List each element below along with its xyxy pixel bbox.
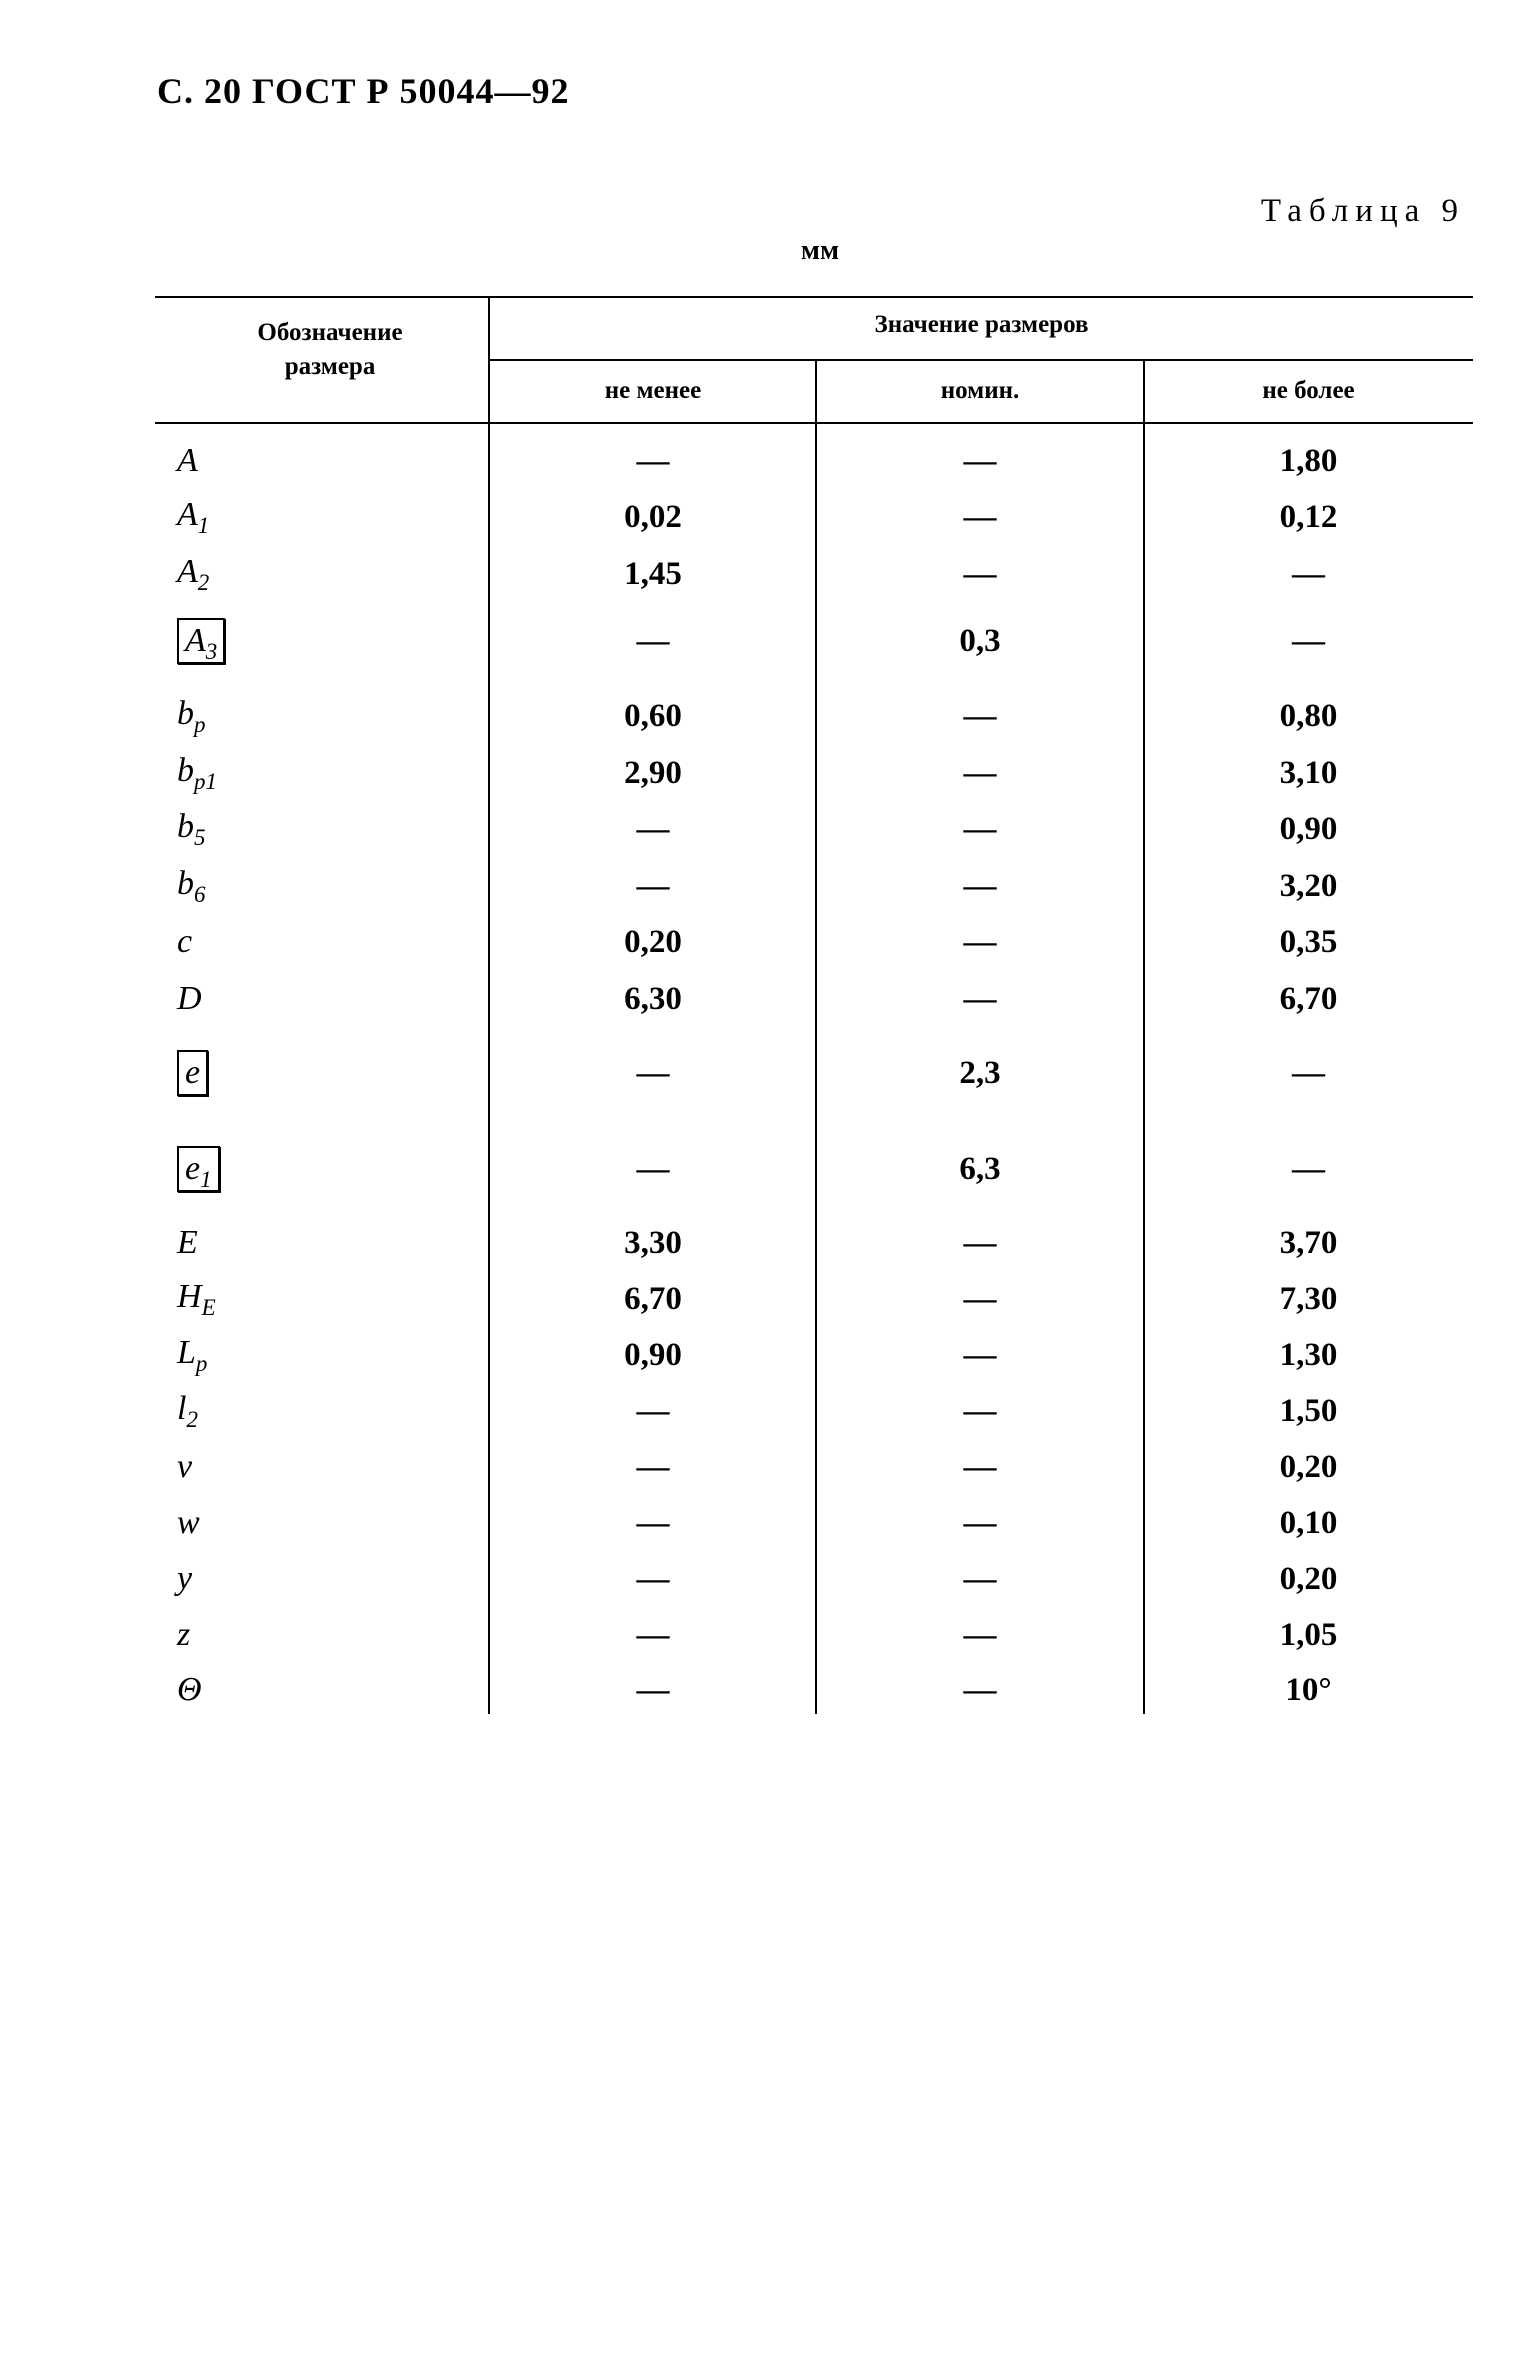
max-value: 0,20 bbox=[1279, 1448, 1338, 1485]
dimension-designation bbox=[177, 1560, 192, 1598]
designation-text bbox=[177, 1224, 198, 1261]
designation-subscript: p bbox=[194, 711, 206, 737]
min-value: 6,70 bbox=[624, 1280, 682, 1317]
designation-symbol: e bbox=[185, 1150, 201, 1187]
table-row bbox=[155, 861, 1473, 911]
dimension-designation bbox=[177, 695, 206, 738]
min-value: 0,20 bbox=[624, 923, 682, 960]
max-header: не более bbox=[1262, 377, 1355, 404]
table-row bbox=[155, 1048, 1473, 1098]
table-row bbox=[155, 1554, 1473, 1604]
nominal-value: 2,3 bbox=[959, 1054, 1001, 1091]
nominal-value: — bbox=[963, 1392, 997, 1429]
table-row bbox=[155, 691, 1473, 741]
min-value: — bbox=[636, 1504, 670, 1541]
max-value: 0,20 bbox=[1279, 1560, 1338, 1597]
designation-text bbox=[177, 807, 206, 850]
designation-symbol: c bbox=[177, 923, 193, 960]
table-row bbox=[155, 1498, 1473, 1548]
designation-text bbox=[177, 864, 206, 907]
table-row bbox=[155, 492, 1473, 542]
designation-text bbox=[177, 1560, 192, 1597]
dimension-designation bbox=[177, 1616, 190, 1654]
designation-subscript: p1 bbox=[194, 768, 217, 794]
dimension-designation bbox=[177, 752, 217, 795]
designation-symbol: y bbox=[177, 1560, 193, 1597]
designation-symbol: b bbox=[177, 864, 194, 902]
designation-subscript: 1 bbox=[200, 1166, 212, 1192]
nom-header: номин. bbox=[940, 377, 1020, 404]
designation-subscript: E bbox=[201, 1294, 216, 1320]
nominal-value: — bbox=[963, 1448, 997, 1485]
dimension-designation bbox=[177, 1504, 200, 1542]
min-value: — bbox=[636, 1448, 670, 1485]
max-value: 0,12 bbox=[1279, 498, 1338, 535]
designation-symbol: l bbox=[177, 1389, 187, 1427]
nominal-value: — bbox=[963, 555, 997, 592]
max-value: — bbox=[1292, 555, 1325, 592]
table-row bbox=[155, 616, 1473, 666]
boxed-designation bbox=[177, 1050, 208, 1096]
designation-symbol: e bbox=[185, 1054, 201, 1091]
min-value: — bbox=[636, 810, 670, 847]
designation-symbol: v bbox=[177, 1448, 193, 1485]
min-value: — bbox=[636, 622, 670, 659]
dimension-designation bbox=[177, 1334, 207, 1377]
min-value: — bbox=[636, 1392, 670, 1429]
dimension-designation bbox=[177, 980, 202, 1018]
dimension-designation bbox=[177, 923, 192, 961]
max-value: 0,90 bbox=[1279, 810, 1338, 847]
dimension-designation bbox=[177, 1278, 216, 1321]
designation-text bbox=[177, 1671, 202, 1708]
max-value: 10° bbox=[1285, 1671, 1332, 1708]
designation-symbol: b bbox=[177, 751, 194, 789]
nominal-value: — bbox=[963, 754, 997, 791]
nominal-value: 0,3 bbox=[959, 622, 1001, 659]
min-value: — bbox=[636, 1560, 670, 1597]
max-value: — bbox=[1292, 1150, 1325, 1187]
table-row bbox=[155, 1386, 1473, 1436]
max-value: 1,80 bbox=[1279, 442, 1338, 479]
dimension-designation bbox=[177, 618, 225, 664]
table-row bbox=[155, 1442, 1473, 1492]
designation-symbol: w bbox=[177, 1504, 200, 1541]
max-value: — bbox=[1292, 622, 1325, 659]
nominal-value: — bbox=[963, 498, 997, 535]
designation-symbol: A bbox=[185, 622, 206, 659]
max-value: 7,30 bbox=[1279, 1280, 1338, 1317]
table-row bbox=[155, 1665, 1473, 1715]
designation-subscript: 6 bbox=[194, 881, 206, 907]
table-caption: Таблица 9 bbox=[1260, 193, 1465, 229]
designation-text bbox=[177, 495, 210, 538]
dimension-designation bbox=[177, 553, 209, 596]
boxed-designation bbox=[177, 618, 225, 664]
dimension-designation bbox=[177, 1224, 198, 1262]
table-row bbox=[155, 436, 1473, 486]
min-value: 0,90 bbox=[624, 1336, 682, 1373]
designation-text bbox=[177, 1277, 216, 1320]
designation-symbol: Θ bbox=[177, 1671, 202, 1708]
dimension-designation bbox=[177, 496, 209, 539]
designation-text bbox=[177, 552, 210, 595]
designation-subscript: 2 bbox=[197, 569, 210, 595]
table-row bbox=[155, 804, 1473, 854]
nominal-value: — bbox=[963, 867, 997, 904]
min-value: 0,02 bbox=[624, 498, 682, 535]
table-row bbox=[155, 549, 1473, 599]
designation-text bbox=[177, 923, 192, 960]
max-value: 3,20 bbox=[1279, 867, 1338, 904]
min-value: 3,30 bbox=[624, 1224, 682, 1261]
nominal-value: — bbox=[963, 1671, 997, 1708]
nominal-value: 6,3 bbox=[959, 1150, 1001, 1187]
nominal-value: — bbox=[963, 980, 997, 1017]
min-value: — bbox=[636, 442, 670, 479]
dimension-designation bbox=[177, 1671, 202, 1709]
designation-symbol: b bbox=[177, 807, 194, 845]
page-header: С. 20 ГОСТ Р 50044—92 bbox=[157, 71, 570, 111]
max-value: 1,30 bbox=[1279, 1336, 1338, 1373]
group-header-rule bbox=[490, 359, 1473, 361]
table-row bbox=[155, 1218, 1473, 1268]
table-row bbox=[155, 1330, 1473, 1380]
designation-text bbox=[177, 751, 217, 794]
min-value: — bbox=[636, 1616, 670, 1653]
min-value: 1,45 bbox=[624, 555, 682, 592]
designation-header: Обозначение размера bbox=[257, 319, 403, 380]
dimension-designation bbox=[177, 865, 206, 908]
min-value: 0,60 bbox=[624, 697, 682, 734]
designation-text bbox=[177, 1448, 192, 1485]
designation-text bbox=[177, 1616, 190, 1653]
designation-symbol: L bbox=[177, 1333, 196, 1371]
nominal-value: — bbox=[963, 1336, 997, 1373]
dimension-designation bbox=[177, 1390, 198, 1433]
min-value: — bbox=[636, 867, 670, 904]
designation-text bbox=[177, 694, 206, 737]
max-value: 1,50 bbox=[1279, 1392, 1338, 1429]
min-value: — bbox=[636, 1671, 670, 1708]
max-value: 3,70 bbox=[1279, 1224, 1338, 1261]
values-group-header: Значение размеров bbox=[874, 311, 1089, 338]
designation-subscript: p bbox=[195, 1350, 208, 1376]
designation-symbol: A bbox=[177, 442, 198, 479]
designation-text bbox=[177, 1333, 208, 1376]
table-row bbox=[155, 1144, 1473, 1194]
designation-subscript: 1 bbox=[197, 512, 210, 538]
min-value: — bbox=[636, 1150, 670, 1187]
designation-subscript: 3 bbox=[205, 638, 218, 664]
designation-text bbox=[177, 1389, 198, 1432]
designation-text bbox=[177, 1504, 200, 1541]
max-value: 0,80 bbox=[1279, 697, 1338, 734]
max-value: 6,70 bbox=[1279, 980, 1338, 1017]
dimension-designation bbox=[177, 1050, 208, 1096]
dimension-designation bbox=[177, 1146, 220, 1192]
min-value: — bbox=[636, 1054, 670, 1091]
designation-symbol: b bbox=[177, 694, 194, 732]
designation-symbol: E bbox=[177, 1224, 198, 1261]
nominal-value: — bbox=[963, 442, 997, 479]
nominal-value: — bbox=[963, 697, 997, 734]
units-label: мм bbox=[800, 235, 840, 266]
min-header: не менее bbox=[604, 377, 702, 404]
designation-symbol: A bbox=[177, 495, 198, 533]
nominal-value: — bbox=[963, 923, 997, 960]
designation-symbol: A bbox=[177, 552, 198, 590]
max-value: 3,10 bbox=[1279, 754, 1338, 791]
table-top-rule bbox=[155, 296, 1473, 298]
table-row bbox=[155, 1610, 1473, 1660]
table-row bbox=[155, 974, 1473, 1024]
nominal-value: — bbox=[963, 1560, 997, 1597]
designation-symbol: z bbox=[177, 1616, 191, 1653]
min-value: 2,90 bbox=[624, 754, 682, 791]
table-row bbox=[155, 748, 1473, 798]
max-value: 0,10 bbox=[1279, 1504, 1338, 1541]
designation-subscript: 5 bbox=[194, 824, 206, 850]
designation-symbol: H bbox=[177, 1277, 202, 1315]
dimension-designation bbox=[177, 442, 198, 480]
designation-text bbox=[177, 980, 202, 1017]
designation-symbol: D bbox=[177, 980, 202, 1017]
max-value: — bbox=[1292, 1054, 1325, 1091]
max-value: 0,35 bbox=[1279, 923, 1338, 960]
dimension-designation bbox=[177, 1448, 192, 1486]
min-value: 6,30 bbox=[624, 980, 682, 1017]
dimension-designation bbox=[177, 808, 206, 851]
designation-subscript: 2 bbox=[186, 1406, 198, 1432]
header-bottom-rule bbox=[155, 422, 1473, 424]
max-value: 1,05 bbox=[1279, 1616, 1338, 1653]
table-row bbox=[155, 917, 1473, 967]
nominal-value: — bbox=[963, 1280, 997, 1317]
boxed-designation bbox=[177, 1146, 220, 1192]
nominal-value: — bbox=[963, 1224, 997, 1261]
designation-text bbox=[177, 442, 198, 479]
nominal-value: — bbox=[963, 1616, 997, 1653]
nominal-value: — bbox=[963, 810, 997, 847]
table-row bbox=[155, 1274, 1473, 1324]
nominal-value: — bbox=[963, 1504, 997, 1541]
